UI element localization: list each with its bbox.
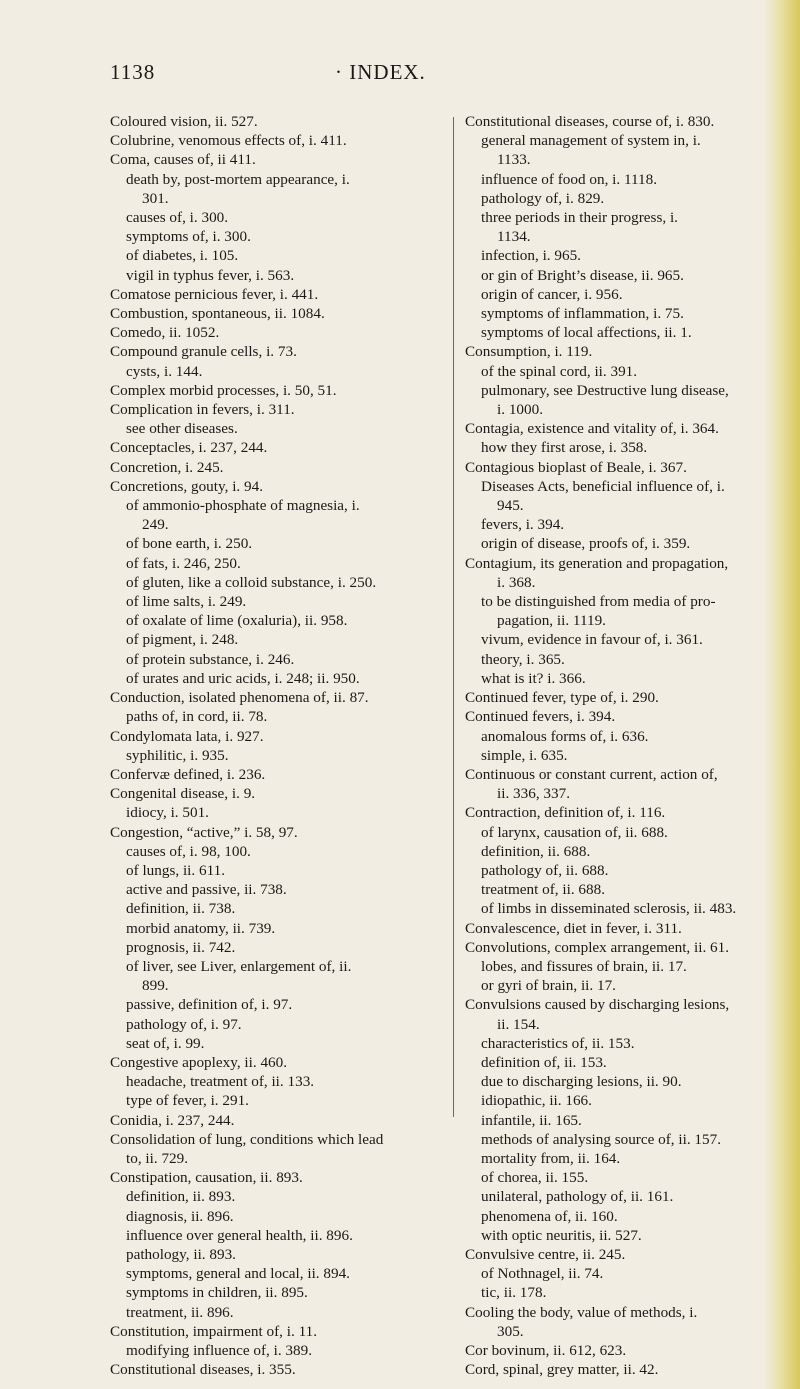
index-entry: Conduction, isolated phenomena of, ii. 87. — [110, 689, 369, 707]
index-subentry: definition, ii. 738. — [126, 900, 236, 918]
index-subentry: lobes, and fissures of brain, ii. 17. — [481, 957, 687, 975]
index-subentry: of liver, see Liver, enlargement of, ii. — [126, 957, 352, 975]
index-subentry: definition, ii. 893. — [126, 1188, 236, 1206]
index-subentry: mortality from, ii. 164. — [481, 1149, 621, 1167]
index-subentry: of bone earth, i. 250. — [126, 535, 253, 553]
index-subentry: causes of, i. 98, 100. — [126, 842, 251, 860]
index-subentry: treatment of, ii. 688. — [481, 881, 605, 899]
index-subentry: infection, i. 965. — [481, 247, 581, 265]
index-subentry: cysts, i. 144. — [126, 362, 203, 380]
index-subentry: vivum, evidence in favour of, i. 361. — [481, 631, 703, 649]
index-subentry: Diseases Acts, beneficial influence of, i. — [481, 477, 725, 495]
index-subentry: headache, treatment of, ii. 133. — [126, 1073, 315, 1091]
index-subentry: idiopathic, ii. 166. — [481, 1092, 592, 1110]
index-entry: Constipation, causation, ii. 893. — [110, 1169, 303, 1187]
index-entry: Contagium, its generation and propagation, — [465, 554, 729, 572]
index-subentry: of urates and uric acids, i. 248; ii. 950. — [126, 669, 360, 687]
index-subentry: of Nothnagel, ii. 74. — [481, 1265, 604, 1283]
index-subentry: pathology of, i. 97. — [126, 1015, 242, 1033]
index-entry: Confervæ defined, i. 236. — [110, 765, 266, 783]
index-subentry: passive, definition of, i. 97. — [126, 996, 293, 1014]
index-entry: Coloured vision, ii. 527. — [110, 113, 258, 130]
index-subentry: i. 368. — [497, 573, 536, 591]
index-column-right — [465, 112, 790, 1379]
index-subentry: pathology of, i. 829. — [481, 189, 605, 207]
index-subentry: i. 1000. — [497, 401, 543, 419]
index-subentry: methods of analysing source of, ii. 157. — [481, 1130, 722, 1148]
index-subentry: active and passive, ii. 738. — [126, 881, 287, 899]
index-subentry: pagation, ii. 1119. — [497, 612, 606, 630]
index-subentry: of pigment, i. 248. — [126, 631, 239, 649]
index-entry: Congestive apoplexy, ii. 460. — [110, 1053, 288, 1071]
index-subentry: influence of food on, i. 1118. — [481, 170, 658, 188]
index-entry: Cor bovinum, ii. 612, 623. — [465, 1342, 627, 1359]
index-subentry: influence over general health, ii. 896. — [126, 1226, 353, 1244]
index-subentry: tic, ii. 178. — [481, 1284, 547, 1302]
index-subentry: of fats, i. 246, 250. — [126, 554, 241, 572]
index-entry: Contagia, existence and vitality of, i. 364. — [465, 420, 719, 438]
index-subentry: anomalous forms of, i. 636. — [481, 727, 649, 745]
index-entry: Cord, spinal, grey matter, ii. 42. — [465, 1361, 659, 1379]
index-entry: Continuous or constant current, action of, — [465, 765, 718, 783]
index-subentry: definition of, ii. 153. — [481, 1053, 607, 1071]
index-subentry: of larynx, causation of, ii. 688. — [481, 823, 668, 841]
index-subentry: syphilitic, i. 935. — [126, 746, 229, 764]
index-entry: Consumption, i. 119. — [465, 343, 593, 361]
index-subentry: 305. — [497, 1322, 524, 1340]
index-subentry: symptoms of inflammation, i. 75. — [481, 305, 684, 323]
index-subentry: of gluten, like a colloid substance, i. 250. — [126, 573, 377, 591]
index-entry: Comedo, ii. 1052. — [110, 324, 220, 342]
index-subentry: general management of system in, i. — [481, 132, 701, 150]
index-subentry: phenomena of, ii. 160. — [481, 1207, 618, 1225]
index-subentry: fevers, i. 394. — [481, 516, 565, 534]
index-subentry: see other diseases. — [126, 420, 238, 438]
index-entry: Conidia, i. 237, 244. — [110, 1111, 235, 1129]
index-entry: Constitution, impairment of, i. 11. — [110, 1322, 317, 1340]
index-subentry: diagnosis, ii. 896. — [126, 1207, 234, 1225]
index-subentry: of limbs in disseminated sclerosis, ii. 483. — [481, 900, 737, 918]
index-subentry: theory, i. 365. — [481, 650, 565, 668]
index-subentry: symptoms in children, ii. 895. — [126, 1284, 308, 1302]
index-subentry: of lime salts, i. 249. — [126, 593, 247, 611]
index-entry: Convolutions, complex arrangement, ii. 61. — [465, 938, 730, 956]
index-subentry: of diabetes, i. 105. — [126, 247, 239, 265]
index-subentry: of oxalate of lime (oxaluria), ii. 958. — [126, 612, 348, 630]
index-subentry: to be distinguished from media of pro- — [481, 593, 716, 611]
page-number: 1138 — [110, 60, 156, 84]
index-subentry: seat of, i. 99. — [126, 1034, 205, 1052]
index-subentry: or gin of Bright’s disease, ii. 965. — [481, 266, 684, 284]
page-title: · INDEX. — [335, 60, 426, 84]
index-subentry: characteristics of, ii. 153. — [481, 1034, 635, 1052]
index-subentry: how they first arose, i. 358. — [481, 439, 648, 457]
index-entry: Constitutional diseases, i. 355. — [110, 1361, 296, 1379]
index-subentry: with optic neuritis, ii. 527. — [481, 1226, 642, 1244]
index-entry: Continued fevers, i. 394. — [465, 708, 616, 726]
index-subentry: paths of, in cord, ii. 78. — [126, 708, 268, 726]
index-subentry: type of fever, i. 291. — [126, 1092, 249, 1110]
index-column-left — [110, 112, 445, 1379]
index-subentry: symptoms of, i. 300. — [126, 228, 251, 246]
index-entry: Colubrine, venomous effects of, i. 411. — [110, 132, 347, 150]
index-subentry: unilateral, pathology of, ii. 161. — [481, 1188, 674, 1206]
index-subentry: causes of, i. 300. — [126, 209, 229, 227]
index-entry: Concretions, gouty, i. 94. — [110, 477, 263, 495]
index-subentry: of the spinal cord, ii. 391. — [481, 362, 638, 380]
index-subentry: prognosis, ii. 742. — [126, 938, 236, 956]
index-entry: Complication in fevers, i. 311. — [110, 401, 295, 419]
column-divider — [453, 117, 454, 1117]
index-subentry: symptoms of local affections, ii. 1. — [481, 324, 692, 342]
index-subentry: definition, ii. 688. — [481, 842, 591, 860]
index-entry: Convulsive centre, ii. 245. — [465, 1245, 626, 1263]
index-subentry: ii. 336, 337. — [497, 785, 570, 803]
index-entry: Cooling the body, value of methods, i. — [465, 1303, 698, 1321]
index-entry: Conceptacles, i. 237, 244. — [110, 439, 268, 457]
index-entry: Condylomata lata, i. 927. — [110, 727, 264, 745]
index-subentry: of ammonio-phosphate of magnesia, i. — [126, 497, 360, 515]
index-entry: Convulsions caused by discharging lesions, — [465, 996, 730, 1014]
index-subentry: pulmonary, see Destructive lung disease, — [481, 381, 729, 399]
index-entry: Consolidation of lung, conditions which lead — [110, 1130, 384, 1148]
index-entry: Contraction, definition of, i. 116. — [465, 804, 666, 822]
index-subentry: 1134. — [497, 228, 531, 246]
index-entry: Congestion, “active,” i. 58, 97. — [110, 823, 298, 841]
index-entry: Complex morbid processes, i. 50, 51. — [110, 381, 337, 399]
index-subentry: death by, post-mortem appearance, i. — [126, 170, 350, 188]
index-entry: Congenital disease, i. 9. — [110, 785, 256, 803]
index-subentry: modifying influence of, i. 389. — [126, 1342, 313, 1359]
index-subentry: 249. — [142, 516, 169, 534]
index-subentry: origin of disease, proofs of, i. 359. — [481, 535, 691, 553]
index-entry: Coma, causes of, ii 411. — [110, 151, 256, 169]
index-entry: Continued fever, type of, i. 290. — [465, 689, 659, 707]
index-subentry: idiocy, i. 501. — [126, 804, 209, 822]
index-subentry: pathology of, ii. 688. — [481, 861, 609, 879]
index-subentry: of protein substance, i. 246. — [126, 650, 295, 668]
index-subentry: of chorea, ii. 155. — [481, 1169, 589, 1187]
index-subentry: vigil in typhus fever, i. 563. — [126, 266, 295, 284]
page-header — [110, 60, 770, 90]
index-subentry: simple, i. 635. — [481, 746, 568, 764]
index-subentry: symptoms, general and local, ii. 894. — [126, 1265, 350, 1283]
index-subentry: 899. — [142, 977, 169, 995]
index-subentry: to, ii. 729. — [126, 1149, 189, 1167]
index-subentry: 301. — [142, 189, 169, 207]
index-subentry: or gyri of brain, ii. 17. — [481, 977, 616, 995]
index-subentry: due to discharging lesions, ii. 90. — [481, 1073, 682, 1091]
index-subentry: 1133. — [497, 151, 531, 169]
index-subentry: morbid anatomy, ii. 739. — [126, 919, 276, 937]
index-subentry: infantile, ii. 165. — [481, 1111, 582, 1129]
index-subentry: pathology, ii. 893. — [126, 1245, 236, 1263]
index-entry: Convalescence, diet in fever, i. 311. — [465, 919, 682, 937]
index-subentry: treatment, ii. 896. — [126, 1303, 234, 1321]
index-entry: Combustion, spontaneous, ii. 1084. — [110, 305, 325, 323]
index-entry: Constitutional diseases, course of, i. 830. — [465, 113, 715, 130]
index-subentry: three periods in their progress, i. — [481, 209, 678, 227]
index-subentry: what is it? i. 366. — [481, 669, 586, 687]
index-subentry: 945. — [497, 497, 524, 515]
index-subentry: origin of cancer, i. 956. — [481, 285, 623, 303]
index-entry: Contagious bioplast of Beale, i. 367. — [465, 458, 687, 476]
index-subentry: of lungs, ii. 611. — [126, 861, 226, 879]
index-entry: Concretion, i. 245. — [110, 458, 224, 476]
index-entry: Comatose pernicious fever, i. 441. — [110, 285, 319, 303]
index-subentry: ii. 154. — [497, 1015, 540, 1033]
index-entry: Compound granule cells, i. 73. — [110, 343, 297, 361]
